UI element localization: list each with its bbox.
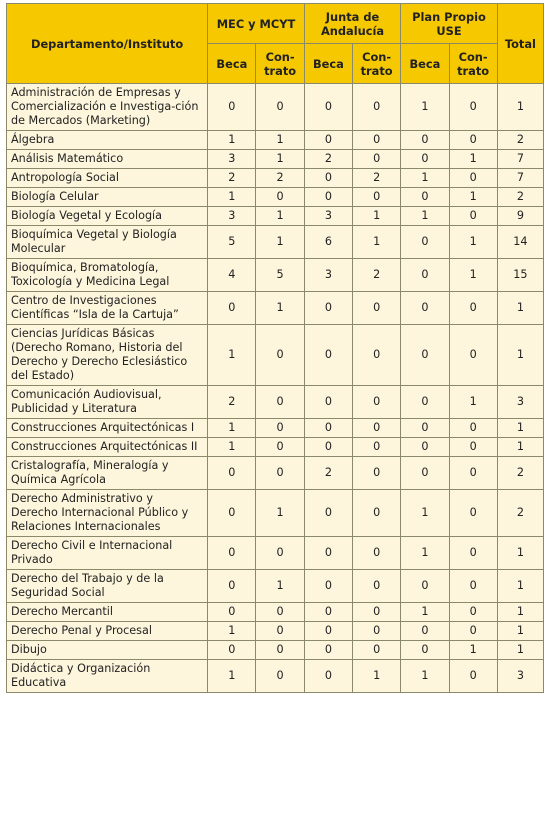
junta-beca-cell: 0 bbox=[304, 325, 352, 386]
total-cell: 1 bbox=[497, 622, 543, 641]
plan-contrato-cell: 0 bbox=[449, 603, 497, 622]
total-cell: 2 bbox=[497, 490, 543, 537]
grants-table bbox=[6, 3, 544, 693]
junta-beca-cell: 2 bbox=[304, 150, 352, 169]
junta-beca-cell: 0 bbox=[304, 188, 352, 207]
table-row bbox=[7, 188, 544, 207]
plan-contrato-cell: 1 bbox=[449, 641, 497, 660]
junta-contrato-cell: 1 bbox=[353, 226, 401, 259]
junta-contrato-cell: 0 bbox=[353, 570, 401, 603]
department-name-cell: Biología Celular bbox=[7, 188, 208, 207]
group-header-junta: Junta de Andalucía bbox=[304, 4, 401, 44]
plan-contrato-cell: 0 bbox=[449, 457, 497, 490]
plan-beca-cell: 0 bbox=[401, 570, 449, 603]
junta-beca-cell: 0 bbox=[304, 537, 352, 570]
total-column-header: Total bbox=[497, 4, 543, 84]
total-cell: 15 bbox=[497, 259, 543, 292]
mec-beca-cell: 0 bbox=[208, 490, 256, 537]
mec-contrato-cell: 0 bbox=[256, 603, 304, 622]
table-row bbox=[7, 641, 544, 660]
table-row bbox=[7, 490, 544, 537]
department-name-cell: Derecho del Trabajo y de la Seguridad Social bbox=[7, 570, 208, 603]
plan-beca-cell: 0 bbox=[401, 150, 449, 169]
mec-contrato-cell: 0 bbox=[256, 537, 304, 570]
department-name-cell: Bioquímica, Bromatología, Toxicología y Medicina Legal bbox=[7, 259, 208, 292]
junta-contrato-cell: 0 bbox=[353, 84, 401, 131]
subheader-contrato: Con-trato bbox=[256, 44, 304, 84]
department-name-cell: Comunicación Audiovisual, Publicidad y Literatura bbox=[7, 386, 208, 419]
plan-contrato-cell: 0 bbox=[449, 292, 497, 325]
junta-beca-cell: 2 bbox=[304, 457, 352, 490]
department-name-cell: Análisis Matemático bbox=[7, 150, 208, 169]
group-header-plan-propio: Plan Propio USE bbox=[401, 4, 498, 44]
total-cell: 1 bbox=[497, 419, 543, 438]
table-row bbox=[7, 438, 544, 457]
department-name-cell: Didáctica y Organización Educativa bbox=[7, 660, 208, 693]
table-row bbox=[7, 259, 544, 292]
junta-contrato-cell: 0 bbox=[353, 386, 401, 419]
mec-beca-cell: 2 bbox=[208, 169, 256, 188]
mec-contrato-cell: 2 bbox=[256, 169, 304, 188]
plan-beca-cell: 1 bbox=[401, 660, 449, 693]
department-name-cell: Biología Vegetal y Ecología bbox=[7, 207, 208, 226]
mec-contrato-cell: 1 bbox=[256, 292, 304, 325]
total-cell: 1 bbox=[497, 438, 543, 457]
plan-contrato-cell: 0 bbox=[449, 570, 497, 603]
group-header-mec: MEC y MCYT bbox=[208, 4, 305, 44]
junta-contrato-cell: 0 bbox=[353, 292, 401, 325]
junta-beca-cell: 0 bbox=[304, 438, 352, 457]
junta-contrato-cell: 1 bbox=[353, 207, 401, 226]
total-cell: 3 bbox=[497, 660, 543, 693]
department-column-header: Departamento/Instituto bbox=[7, 4, 208, 84]
junta-contrato-cell: 2 bbox=[353, 259, 401, 292]
table-row bbox=[7, 603, 544, 622]
junta-beca-cell: 0 bbox=[304, 84, 352, 131]
plan-contrato-cell: 1 bbox=[449, 150, 497, 169]
department-name-cell: Derecho Administrativo y Derecho Internacional Público y Relaciones Internacionales bbox=[7, 490, 208, 537]
total-cell: 1 bbox=[497, 603, 543, 622]
table-row bbox=[7, 207, 544, 226]
table-row bbox=[7, 660, 544, 693]
mec-contrato-cell: 0 bbox=[256, 325, 304, 386]
plan-contrato-cell: 0 bbox=[449, 438, 497, 457]
plan-contrato-cell: 0 bbox=[449, 131, 497, 150]
junta-contrato-cell: 0 bbox=[353, 150, 401, 169]
mec-contrato-cell: 1 bbox=[256, 207, 304, 226]
department-name-cell: Ciencias Jurídicas Básicas (Derecho Romano, Historia del Derecho y Derecho Eclesiástico del Estado) bbox=[7, 325, 208, 386]
junta-beca-cell: 0 bbox=[304, 490, 352, 537]
mec-beca-cell: 0 bbox=[208, 603, 256, 622]
department-name-cell: Antropología Social bbox=[7, 169, 208, 188]
plan-beca-cell: 0 bbox=[401, 419, 449, 438]
table-row bbox=[7, 457, 544, 490]
table-row bbox=[7, 537, 544, 570]
mec-beca-cell: 2 bbox=[208, 386, 256, 419]
department-name-cell: Construcciones Arquitectónicas II bbox=[7, 438, 208, 457]
plan-beca-cell: 1 bbox=[401, 84, 449, 131]
mec-beca-cell: 0 bbox=[208, 537, 256, 570]
mec-contrato-cell: 1 bbox=[256, 490, 304, 537]
junta-beca-cell: 0 bbox=[304, 386, 352, 419]
mec-beca-cell: 1 bbox=[208, 622, 256, 641]
plan-beca-cell: 0 bbox=[401, 325, 449, 386]
plan-contrato-cell: 0 bbox=[449, 207, 497, 226]
junta-beca-cell: 0 bbox=[304, 660, 352, 693]
mec-beca-cell: 0 bbox=[208, 570, 256, 603]
total-cell: 7 bbox=[497, 169, 543, 188]
junta-beca-cell: 0 bbox=[304, 622, 352, 641]
plan-contrato-cell: 1 bbox=[449, 259, 497, 292]
subheader-contrato: Con-trato bbox=[449, 44, 497, 84]
junta-contrato-cell: 1 bbox=[353, 660, 401, 693]
mec-beca-cell: 0 bbox=[208, 292, 256, 325]
junta-contrato-cell: 0 bbox=[353, 490, 401, 537]
total-cell: 1 bbox=[497, 325, 543, 386]
plan-beca-cell: 0 bbox=[401, 622, 449, 641]
plan-contrato-cell: 0 bbox=[449, 169, 497, 188]
junta-contrato-cell: 0 bbox=[353, 325, 401, 386]
department-name-cell: Cristalografía, Mineralogía y Química Agrícola bbox=[7, 457, 208, 490]
total-cell: 1 bbox=[497, 292, 543, 325]
junta-beca-cell: 0 bbox=[304, 292, 352, 325]
junta-contrato-cell: 0 bbox=[353, 131, 401, 150]
total-cell: 1 bbox=[497, 537, 543, 570]
subheader-contrato: Con-trato bbox=[353, 44, 401, 84]
junta-contrato-cell: 0 bbox=[353, 188, 401, 207]
mec-contrato-cell: 0 bbox=[256, 438, 304, 457]
junta-contrato-cell: 0 bbox=[353, 603, 401, 622]
mec-beca-cell: 5 bbox=[208, 226, 256, 259]
table-row bbox=[7, 131, 544, 150]
junta-beca-cell: 0 bbox=[304, 131, 352, 150]
subheader-beca: Beca bbox=[304, 44, 352, 84]
subheader-beca: Beca bbox=[401, 44, 449, 84]
department-name-cell: Derecho Mercantil bbox=[7, 603, 208, 622]
mec-contrato-cell: 1 bbox=[256, 226, 304, 259]
mec-contrato-cell: 0 bbox=[256, 641, 304, 660]
table-row bbox=[7, 84, 544, 131]
table-row bbox=[7, 386, 544, 419]
department-name-cell: Centro de Investigaciones Científicas “Isla de la Cartuja” bbox=[7, 292, 208, 325]
junta-beca-cell: 0 bbox=[304, 570, 352, 603]
mec-contrato-cell: 0 bbox=[256, 660, 304, 693]
plan-beca-cell: 1 bbox=[401, 603, 449, 622]
total-cell: 1 bbox=[497, 570, 543, 603]
table-header bbox=[7, 4, 544, 84]
total-cell: 1 bbox=[497, 641, 543, 660]
plan-beca-cell: 0 bbox=[401, 292, 449, 325]
table-body bbox=[7, 84, 544, 693]
total-cell: 9 bbox=[497, 207, 543, 226]
junta-beca-cell: 3 bbox=[304, 259, 352, 292]
plan-beca-cell: 1 bbox=[401, 169, 449, 188]
total-cell: 2 bbox=[497, 188, 543, 207]
department-name-cell: Álgebra bbox=[7, 131, 208, 150]
plan-beca-cell: 1 bbox=[401, 207, 449, 226]
plan-beca-cell: 0 bbox=[401, 457, 449, 490]
plan-contrato-cell: 1 bbox=[449, 188, 497, 207]
plan-beca-cell: 0 bbox=[401, 438, 449, 457]
table-row bbox=[7, 622, 544, 641]
table-row bbox=[7, 150, 544, 169]
plan-beca-cell: 0 bbox=[401, 386, 449, 419]
table-row bbox=[7, 226, 544, 259]
table-row bbox=[7, 325, 544, 386]
total-cell: 7 bbox=[497, 150, 543, 169]
plan-beca-cell: 0 bbox=[401, 188, 449, 207]
plan-beca-cell: 1 bbox=[401, 490, 449, 537]
plan-beca-cell: 0 bbox=[401, 226, 449, 259]
mec-beca-cell: 1 bbox=[208, 188, 256, 207]
mec-contrato-cell: 1 bbox=[256, 131, 304, 150]
plan-contrato-cell: 0 bbox=[449, 490, 497, 537]
junta-beca-cell: 0 bbox=[304, 641, 352, 660]
junta-contrato-cell: 0 bbox=[353, 537, 401, 570]
department-name-cell: Derecho Penal y Procesal bbox=[7, 622, 208, 641]
mec-contrato-cell: 1 bbox=[256, 570, 304, 603]
table-row bbox=[7, 169, 544, 188]
plan-contrato-cell: 0 bbox=[449, 84, 497, 131]
mec-beca-cell: 3 bbox=[208, 150, 256, 169]
table-row bbox=[7, 570, 544, 603]
mec-beca-cell: 1 bbox=[208, 419, 256, 438]
mec-beca-cell: 3 bbox=[208, 207, 256, 226]
mec-contrato-cell: 0 bbox=[256, 188, 304, 207]
plan-contrato-cell: 0 bbox=[449, 419, 497, 438]
total-cell: 14 bbox=[497, 226, 543, 259]
junta-contrato-cell: 0 bbox=[353, 419, 401, 438]
plan-beca-cell: 1 bbox=[401, 537, 449, 570]
mec-contrato-cell: 0 bbox=[256, 457, 304, 490]
junta-beca-cell: 0 bbox=[304, 169, 352, 188]
junta-beca-cell: 3 bbox=[304, 207, 352, 226]
mec-contrato-cell: 5 bbox=[256, 259, 304, 292]
department-name-cell: Administración de Empresas y Comercialización e Investiga-ción de Mercados (Marketing) bbox=[7, 84, 208, 131]
plan-contrato-cell: 1 bbox=[449, 386, 497, 419]
subheader-beca: Beca bbox=[208, 44, 256, 84]
total-cell: 1 bbox=[497, 84, 543, 131]
department-name-cell: Bioquímica Vegetal y Biología Molecular bbox=[7, 226, 208, 259]
mec-beca-cell: 1 bbox=[208, 131, 256, 150]
mec-beca-cell: 1 bbox=[208, 325, 256, 386]
mec-contrato-cell: 1 bbox=[256, 150, 304, 169]
mec-beca-cell: 4 bbox=[208, 259, 256, 292]
junta-contrato-cell: 0 bbox=[353, 457, 401, 490]
mec-beca-cell: 1 bbox=[208, 438, 256, 457]
mec-contrato-cell: 0 bbox=[256, 622, 304, 641]
table-row bbox=[7, 292, 544, 325]
junta-contrato-cell: 0 bbox=[353, 641, 401, 660]
plan-contrato-cell: 0 bbox=[449, 660, 497, 693]
junta-contrato-cell: 2 bbox=[353, 169, 401, 188]
department-name-cell: Derecho Civil e Internacional Privado bbox=[7, 537, 208, 570]
table-row bbox=[7, 419, 544, 438]
plan-beca-cell: 0 bbox=[401, 259, 449, 292]
mec-beca-cell: 0 bbox=[208, 641, 256, 660]
mec-beca-cell: 0 bbox=[208, 457, 256, 490]
junta-beca-cell: 6 bbox=[304, 226, 352, 259]
junta-beca-cell: 0 bbox=[304, 603, 352, 622]
total-cell: 3 bbox=[497, 386, 543, 419]
department-name-cell: Dibujo bbox=[7, 641, 208, 660]
mec-contrato-cell: 0 bbox=[256, 84, 304, 131]
plan-contrato-cell: 0 bbox=[449, 325, 497, 386]
junta-contrato-cell: 0 bbox=[353, 622, 401, 641]
mec-beca-cell: 0 bbox=[208, 84, 256, 131]
mec-contrato-cell: 0 bbox=[256, 386, 304, 419]
plan-beca-cell: 0 bbox=[401, 131, 449, 150]
plan-contrato-cell: 0 bbox=[449, 622, 497, 641]
plan-beca-cell: 0 bbox=[401, 641, 449, 660]
plan-contrato-cell: 1 bbox=[449, 226, 497, 259]
junta-contrato-cell: 0 bbox=[353, 438, 401, 457]
mec-contrato-cell: 0 bbox=[256, 419, 304, 438]
total-cell: 2 bbox=[497, 131, 543, 150]
department-name-cell: Construcciones Arquitectónicas I bbox=[7, 419, 208, 438]
junta-beca-cell: 0 bbox=[304, 419, 352, 438]
mec-beca-cell: 1 bbox=[208, 660, 256, 693]
total-cell: 2 bbox=[497, 457, 543, 490]
plan-contrato-cell: 0 bbox=[449, 537, 497, 570]
